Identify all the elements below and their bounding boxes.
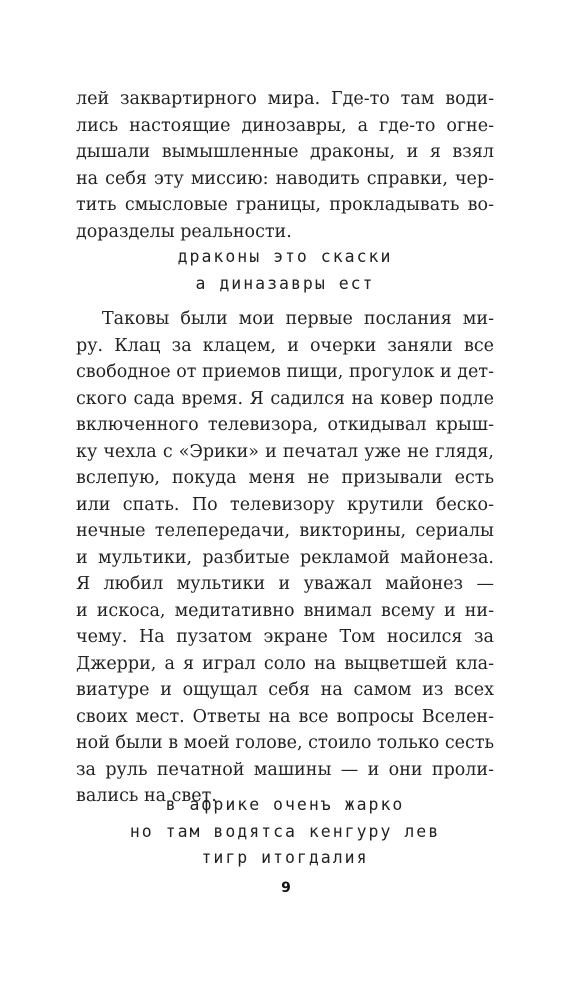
text-line: или спать. По телевизору крутили беско- bbox=[76, 494, 494, 515]
text-line: Я любил мультики и уважал майонез — bbox=[76, 574, 494, 594]
text-line: чему. На пузатом экране Том носился за bbox=[76, 627, 494, 647]
text-line: свободное от приемов пищи, прогулок и дет- bbox=[76, 362, 494, 382]
typed-line: в африке оченъ жарко bbox=[165, 795, 405, 814]
text-line: своих мест. Ответы на все вопросы Вселен- bbox=[76, 706, 494, 727]
typed-line: драконы это скаски bbox=[177, 247, 393, 266]
typed-line: а диназавры ест bbox=[195, 273, 375, 293]
text-line: лей заквартирного мира. Где-то там води- bbox=[76, 89, 494, 109]
text-line: включенного телевизора, откидывал крыш- bbox=[76, 415, 494, 435]
text-line: ной были в моей голове, стоило только сесть bbox=[76, 733, 494, 753]
text-line: за руль печатной машины — и они проли- bbox=[76, 759, 494, 780]
text-line: Джерри, а я играл соло на выцветшей кла- bbox=[76, 653, 494, 674]
text-line: виатуре и ощущал себя на самом из всех bbox=[76, 680, 494, 700]
text-line: вслепую, покуда меня не призывали есть bbox=[76, 468, 494, 488]
text-line: и мультики, разбитые рекламой майонеза. bbox=[76, 547, 494, 568]
text-line: ру. Клац за клацем, и очерки заняли все bbox=[76, 335, 494, 356]
text-line: тить смысловые границы, прокладывать во- bbox=[76, 195, 494, 215]
paragraph-2 bbox=[76, 306, 494, 810]
typewritten-quote-2 bbox=[76, 792, 494, 872]
paragraph-1 bbox=[76, 86, 494, 245]
text-line: нечные телепередачи, викторины, сериалы bbox=[76, 521, 494, 541]
typewritten-quote-1 bbox=[76, 244, 494, 297]
page-number: 9 bbox=[281, 880, 291, 896]
text-line: вались на свет. bbox=[76, 786, 217, 806]
text-line: дoразделы реальности. bbox=[76, 221, 292, 242]
text-line: ского сада время. Я садился на ковер подле bbox=[76, 388, 494, 409]
typed-line: но там водятса кенгуру лев bbox=[129, 821, 441, 841]
text-line: ку чехла с «Эрики» и печатал уже не глядя, bbox=[76, 441, 494, 462]
text-line: Таковы были мои первые послания ми- bbox=[102, 309, 494, 329]
text-line: дышали вымышленные драконы, и я взял bbox=[76, 142, 494, 162]
text-line: и искоса, медитативно внимал всему и ни- bbox=[76, 600, 494, 621]
typed-line: тигр итогдалия bbox=[201, 848, 369, 867]
text-line: лись настоящие динозавры, а где-то огне- bbox=[76, 115, 494, 136]
text-line: на себя эту миссию: наводить справки, чер- bbox=[76, 168, 494, 189]
